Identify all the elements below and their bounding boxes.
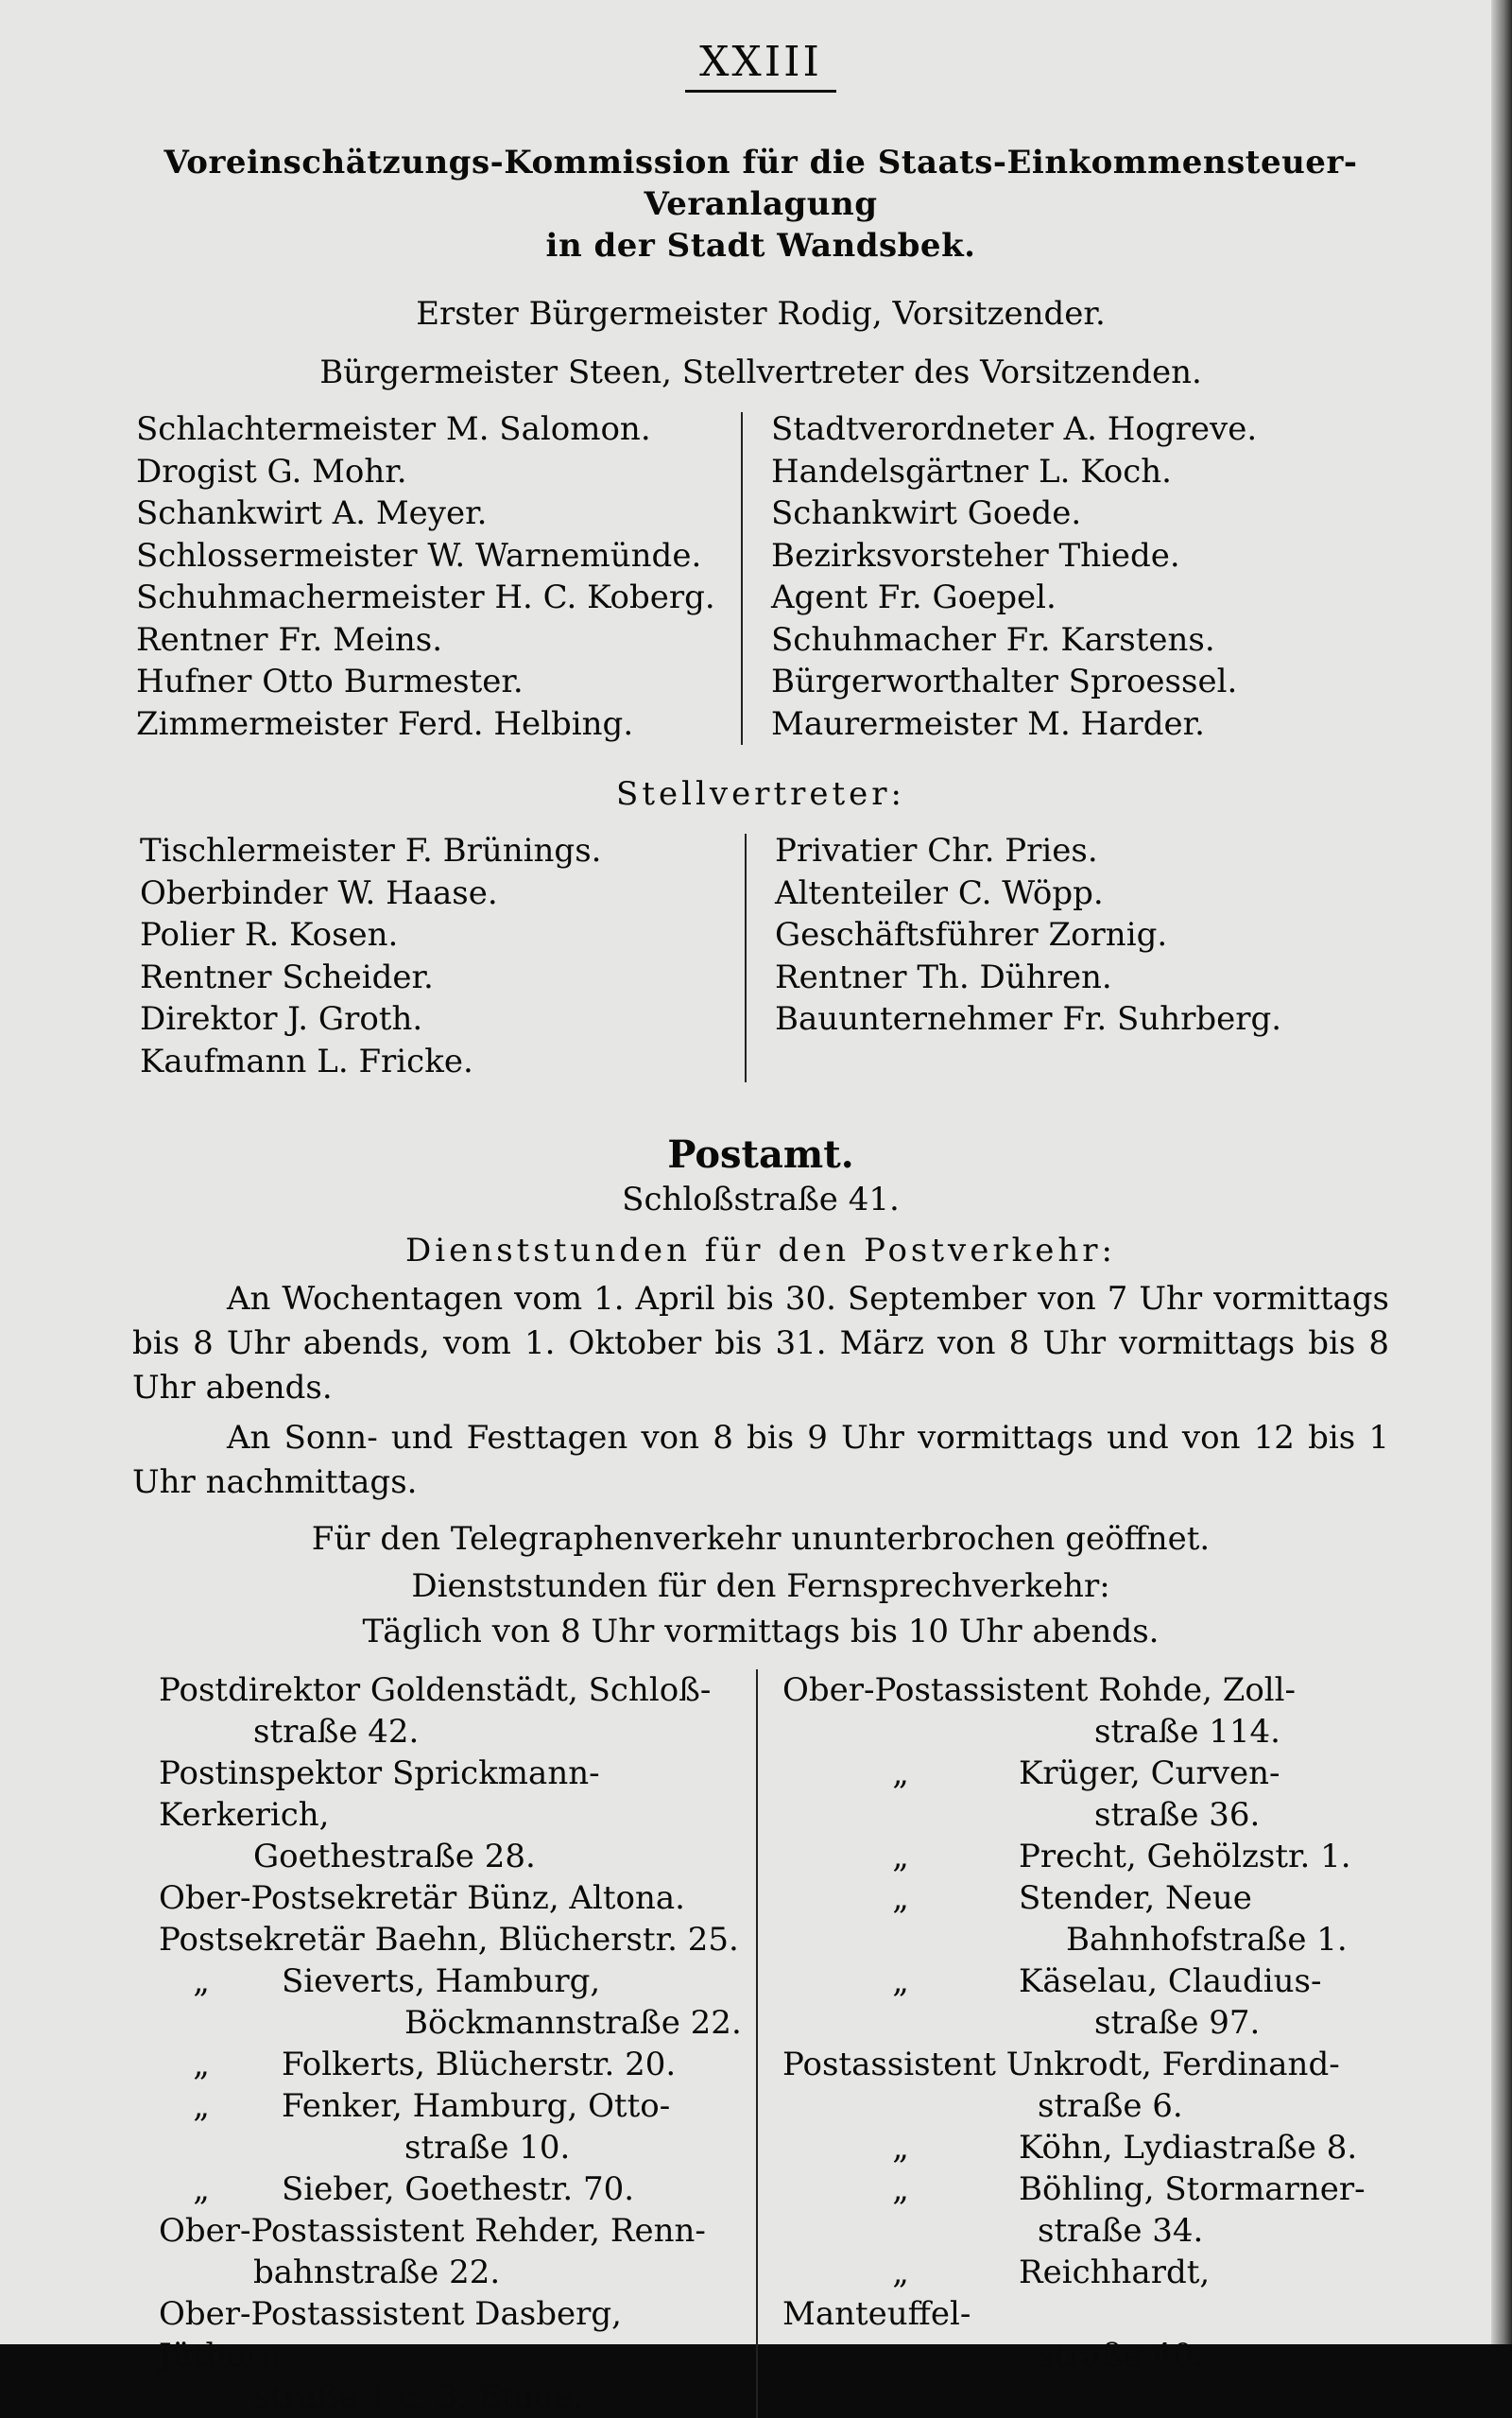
deputy-entry: Oberbinder W. Haase. xyxy=(140,873,498,912)
staff-entry xyxy=(782,1836,1389,1877)
members-left-column xyxy=(132,408,741,745)
staff-entry-line: Fenker, Hamburg, Otto- xyxy=(282,2087,671,2125)
ditto-mark: „ xyxy=(892,1754,909,1792)
ditto-mark: „ xyxy=(892,1879,909,1917)
deputy-entry: Rentner Th. Dühren. xyxy=(775,958,1112,996)
deputy-entry: Bauunternehmer Fr. Suhrberg. xyxy=(775,1000,1282,1038)
staff-entry-line: Postassistent Unkrodt, Ferdinand- xyxy=(782,2046,1340,2083)
member-entry: Agent Fr. Goepel. xyxy=(771,579,1057,616)
member-entry: Schankwirt Goede. xyxy=(771,494,1082,532)
sunday-hours: An Sonn- und Festtagen von 8 bis 9 Uhr vormittags und von 12 bis 1 Uhr nachmittags. xyxy=(132,1419,1389,1501)
postamt-title: Postamt. xyxy=(667,1132,854,1177)
deputies-right-column xyxy=(747,830,1389,1082)
staff-entry xyxy=(159,1877,756,1919)
staff-left-column xyxy=(132,1669,756,2418)
ditto-mark: „ xyxy=(193,2046,210,2083)
member-entry: Stadtverordneter A. Hogreve. xyxy=(771,410,1258,448)
staff-entry-line: straße 34. xyxy=(1038,2212,1204,2250)
staff-entry-line: straße 1 c, 3. Etage. xyxy=(253,2378,584,2416)
page-number-rule xyxy=(685,90,836,93)
staff-entry-line: Folkerts, Blücherstr. 20. xyxy=(282,2046,677,2083)
member-entry: Zimmermeister Ferd. Helbing. xyxy=(136,704,634,743)
staff-entry xyxy=(782,2127,1389,2168)
staff-entry xyxy=(159,2210,756,2293)
staff-entry-line: Postdirektor Goldenstädt, Schloß- xyxy=(159,1671,712,1709)
staff-entry-line: Postsekretär Baehn, Blücherstr. 25. xyxy=(159,1921,739,1959)
telegraph-note: Für den Telegraphenverkehr ununterbrochen geöffnet. xyxy=(311,1520,1211,1558)
staff-entry xyxy=(159,2293,756,2418)
staff-entry-line: Böckmannstraße 22. xyxy=(404,2004,742,2042)
commission-members xyxy=(132,408,1389,745)
staff-entry xyxy=(782,1877,1389,1960)
member-entry: Bürgerworthalter Sproessel. xyxy=(771,663,1238,700)
staff-entry-line: Reichhardt, Manteuffel- xyxy=(782,2254,1211,2333)
staff-entry-line: Krüger, Curven- xyxy=(1019,1754,1280,1792)
deputy-entry: Direktor J. Groth. xyxy=(140,1000,423,1038)
staff-entry-line: Köhn, Lydiastraße 8. xyxy=(1019,2129,1358,2167)
commission-title xyxy=(132,142,1389,267)
staff-entry-line: Postinspektor Sprickmann-Kerkerich, xyxy=(159,1754,600,1834)
staff-entry-line: Ober-Postassistent Rohde, Zoll- xyxy=(782,1671,1297,1709)
page-number: XXIII xyxy=(699,38,822,86)
staff-entry-line: Böhling, Stormarner- xyxy=(1019,2170,1366,2208)
staff-entry xyxy=(159,2085,756,2168)
member-entry: Handelsgärtner L. Koch. xyxy=(771,452,1172,491)
deputy-entry: Kaufmann L. Fricke. xyxy=(140,1042,473,1080)
postal-hours-heading: Dienststunden für den Postverkehr: xyxy=(405,1232,1116,1269)
member-entry: Drogist G. Mohr. xyxy=(136,452,407,491)
staff-entry-line: Stender, Neue xyxy=(1019,1879,1252,1917)
postamt-address: Schloßstraße 41. xyxy=(622,1181,900,1218)
staff-entry-line: straße 36. xyxy=(1094,1796,1261,1834)
member-entry: Schuhmachermeister H. C. Koberg. xyxy=(136,579,715,616)
ditto-mark: „ xyxy=(892,1838,909,1875)
ditto-mark: „ xyxy=(892,2254,909,2291)
staff-entry-line: Goethestraße 28. xyxy=(253,1838,536,1875)
commission-title-line1: Voreinschätzungs-Kommission für die Staats-Einkommensteuer-Veranlagung xyxy=(163,144,1358,223)
staff-entry-line: bahnstraße 22. xyxy=(253,2254,501,2291)
ditto-mark: „ xyxy=(892,2129,909,2167)
commission-deputy-chair: Bürgermeister Steen, Stellvertreter des Vorsitzenden. xyxy=(319,354,1202,391)
phone-hours: Täglich von 8 Uhr vormittags bis 10 Uhr abends. xyxy=(362,1613,1160,1650)
staff-entry-line: Sieverts, Hamburg, xyxy=(282,1962,601,2000)
staff-entry xyxy=(782,2168,1389,2252)
staff-entry xyxy=(782,1669,1389,1753)
ditto-mark: „ xyxy=(892,2170,909,2208)
member-entry: Hufner Otto Burmester. xyxy=(136,663,524,700)
commission-chair: Erster Bürgermeister Rodig, Vorsitzender. xyxy=(416,295,1106,333)
staff-entry-line: straße 42. xyxy=(253,1713,420,1751)
staff-entry xyxy=(159,1753,756,1877)
member-entry: Schlachtermeister M. Salomon. xyxy=(136,410,651,448)
commission-deputies xyxy=(132,830,1389,1082)
staff-entry xyxy=(159,1919,756,1960)
member-entry: Schlossermeister W. Warnemünde. xyxy=(136,536,702,575)
staff-entry-line: straße 114. xyxy=(1094,1713,1280,1751)
deputy-entry: Tischlermeister F. Brünings. xyxy=(140,832,602,870)
member-entry: Schankwirt A. Meyer. xyxy=(136,494,488,532)
staff-entry-line: Ober-Postsekretär Bünz, Altona. xyxy=(159,1879,685,1917)
member-entry: Bezirksvorsteher Thiede. xyxy=(771,536,1180,575)
staff-entry-line: straße 6. xyxy=(1038,2087,1183,2125)
deputies-left-column xyxy=(132,830,745,1082)
staff-entry xyxy=(159,2044,756,2085)
staff-entry-line: straße 10. xyxy=(404,2129,571,2167)
staff-entry-line: Bahnhofstraße 1. xyxy=(1066,1921,1348,1959)
staff-entry-line: Ober-Postassistent Rehder, Renn- xyxy=(159,2212,706,2250)
staff-entry-line: Precht, Gehölzstr. 1. xyxy=(1019,1838,1351,1875)
staff-entry-line: Käselau, Claudius- xyxy=(1019,1962,1322,2000)
page-content xyxy=(132,38,1389,2418)
member-entry: Schuhmacher Fr. Karstens. xyxy=(771,620,1215,659)
weekday-hours: An Wochentagen vom 1. April bis 30. September von 7 Uhr vormittags bis 8 Uhr abends, vom 1. Oktober bis 31. März von 8 Uhr vormittags bis 8 Uhr abends. xyxy=(132,1280,1389,1407)
postamt-staff xyxy=(132,1669,1389,2418)
staff-entry xyxy=(782,2044,1389,2127)
staff-entry-line: Sieber, Goethestr. 70. xyxy=(282,2170,635,2208)
deputy-entry: Polier R. Kosen. xyxy=(140,916,399,954)
deputies-heading: Stellvertreter: xyxy=(616,775,905,813)
staff-entry xyxy=(159,2168,756,2210)
ditto-mark: „ xyxy=(193,1962,210,2000)
staff-entry xyxy=(782,1960,1389,2044)
deputy-entry: Geschäftsführer Zornig. xyxy=(775,916,1168,954)
member-entry: Maurermeister M. Harder. xyxy=(771,704,1205,743)
staff-entry xyxy=(782,1753,1389,1836)
phone-hours-heading: Dienststunden für den Fernsprechverkehr: xyxy=(411,1567,1110,1605)
staff-entry-line: Ober-Postassistent Dasberg, Jüthorn- xyxy=(159,2295,622,2375)
postamt-info xyxy=(132,1179,1389,1652)
ditto-mark: „ xyxy=(193,2170,210,2208)
staff-entry-line: straße 40. xyxy=(1038,2337,1204,2375)
staff-entry xyxy=(159,1960,756,2044)
commission-title-line2: in der Stadt Wandsbek. xyxy=(545,227,976,265)
staff-entry xyxy=(159,1669,756,1753)
deputy-entry: Privatier Chr. Pries. xyxy=(775,832,1098,870)
scan-edge xyxy=(1491,0,1512,2344)
staff-entry xyxy=(782,2252,1389,2376)
members-right-column xyxy=(743,408,1389,745)
staff-right-column xyxy=(758,1669,1389,2418)
deputy-entry: Rentner Scheider. xyxy=(140,958,434,996)
member-entry: Rentner Fr. Meins. xyxy=(136,620,443,659)
ditto-mark: „ xyxy=(193,2087,210,2125)
deputy-entry: Altenteiler C. Wöpp. xyxy=(775,873,1104,912)
ditto-mark: „ xyxy=(892,1962,909,2000)
staff-entry-line: straße 97. xyxy=(1094,2004,1261,2042)
